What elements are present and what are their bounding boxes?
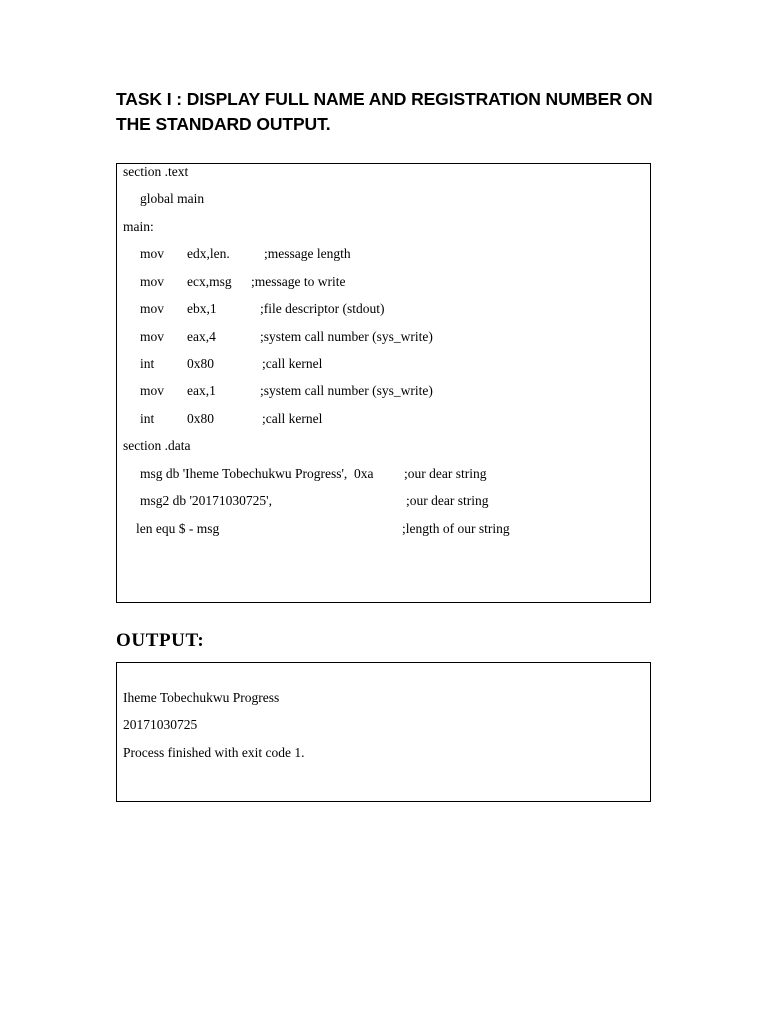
code-comment: ;message to write: [251, 274, 346, 289]
code-comment: ;call kernel: [262, 411, 323, 426]
code-comment: ;message length: [264, 246, 351, 261]
task-title: TASK I : DISPLAY FULL NAME AND REGISTRATION NUMBER ON THE STANDARD OUTPUT.: [116, 89, 653, 134]
section-text-line: section .text: [123, 164, 189, 179]
data-code: msg db 'Iheme Tobechukwu Progress', 0xa: [140, 466, 374, 481]
main-label-line: main:: [123, 219, 154, 234]
data-code: msg2 db '20171030725',: [140, 493, 272, 508]
code-op: mov: [140, 274, 165, 289]
code-comment: ;system call number (sys_write): [260, 383, 433, 398]
global-main-line: global main: [140, 191, 205, 206]
data-comment: ;length of our string: [402, 521, 510, 536]
code-op: mov: [140, 246, 165, 261]
code-op: mov: [140, 301, 165, 316]
code-box: [116, 163, 651, 603]
code-args: edx,len.: [187, 246, 230, 261]
code-comment: ;system call number (sys_write): [260, 329, 433, 344]
code-op: int: [140, 356, 155, 371]
output-box: [116, 662, 651, 802]
code-args: ebx,1: [187, 301, 217, 316]
code-op: int: [140, 411, 155, 426]
code-args: 0x80: [187, 411, 214, 426]
data-code: len equ $ - msg: [136, 521, 220, 536]
data-comment: ;our dear string: [404, 466, 487, 481]
code-args: eax,4: [187, 329, 216, 344]
code-comment: ;file descriptor (stdout): [260, 301, 385, 316]
code-op: mov: [140, 329, 165, 344]
data-comment: ;our dear string: [406, 493, 489, 508]
code-args: 0x80: [187, 356, 214, 371]
output-line: Process finished with exit code 1.: [123, 745, 305, 760]
code-op: mov: [140, 383, 165, 398]
output-line: Iheme Tobechukwu Progress: [123, 690, 280, 705]
section-data-line: section .data: [123, 438, 191, 453]
code-args: eax,1: [187, 383, 216, 398]
output-line: 20171030725: [123, 717, 198, 732]
output-heading: OUTPUT:: [116, 630, 205, 651]
code-args: ecx,msg: [187, 274, 232, 289]
code-comment: ;call kernel: [262, 356, 323, 371]
